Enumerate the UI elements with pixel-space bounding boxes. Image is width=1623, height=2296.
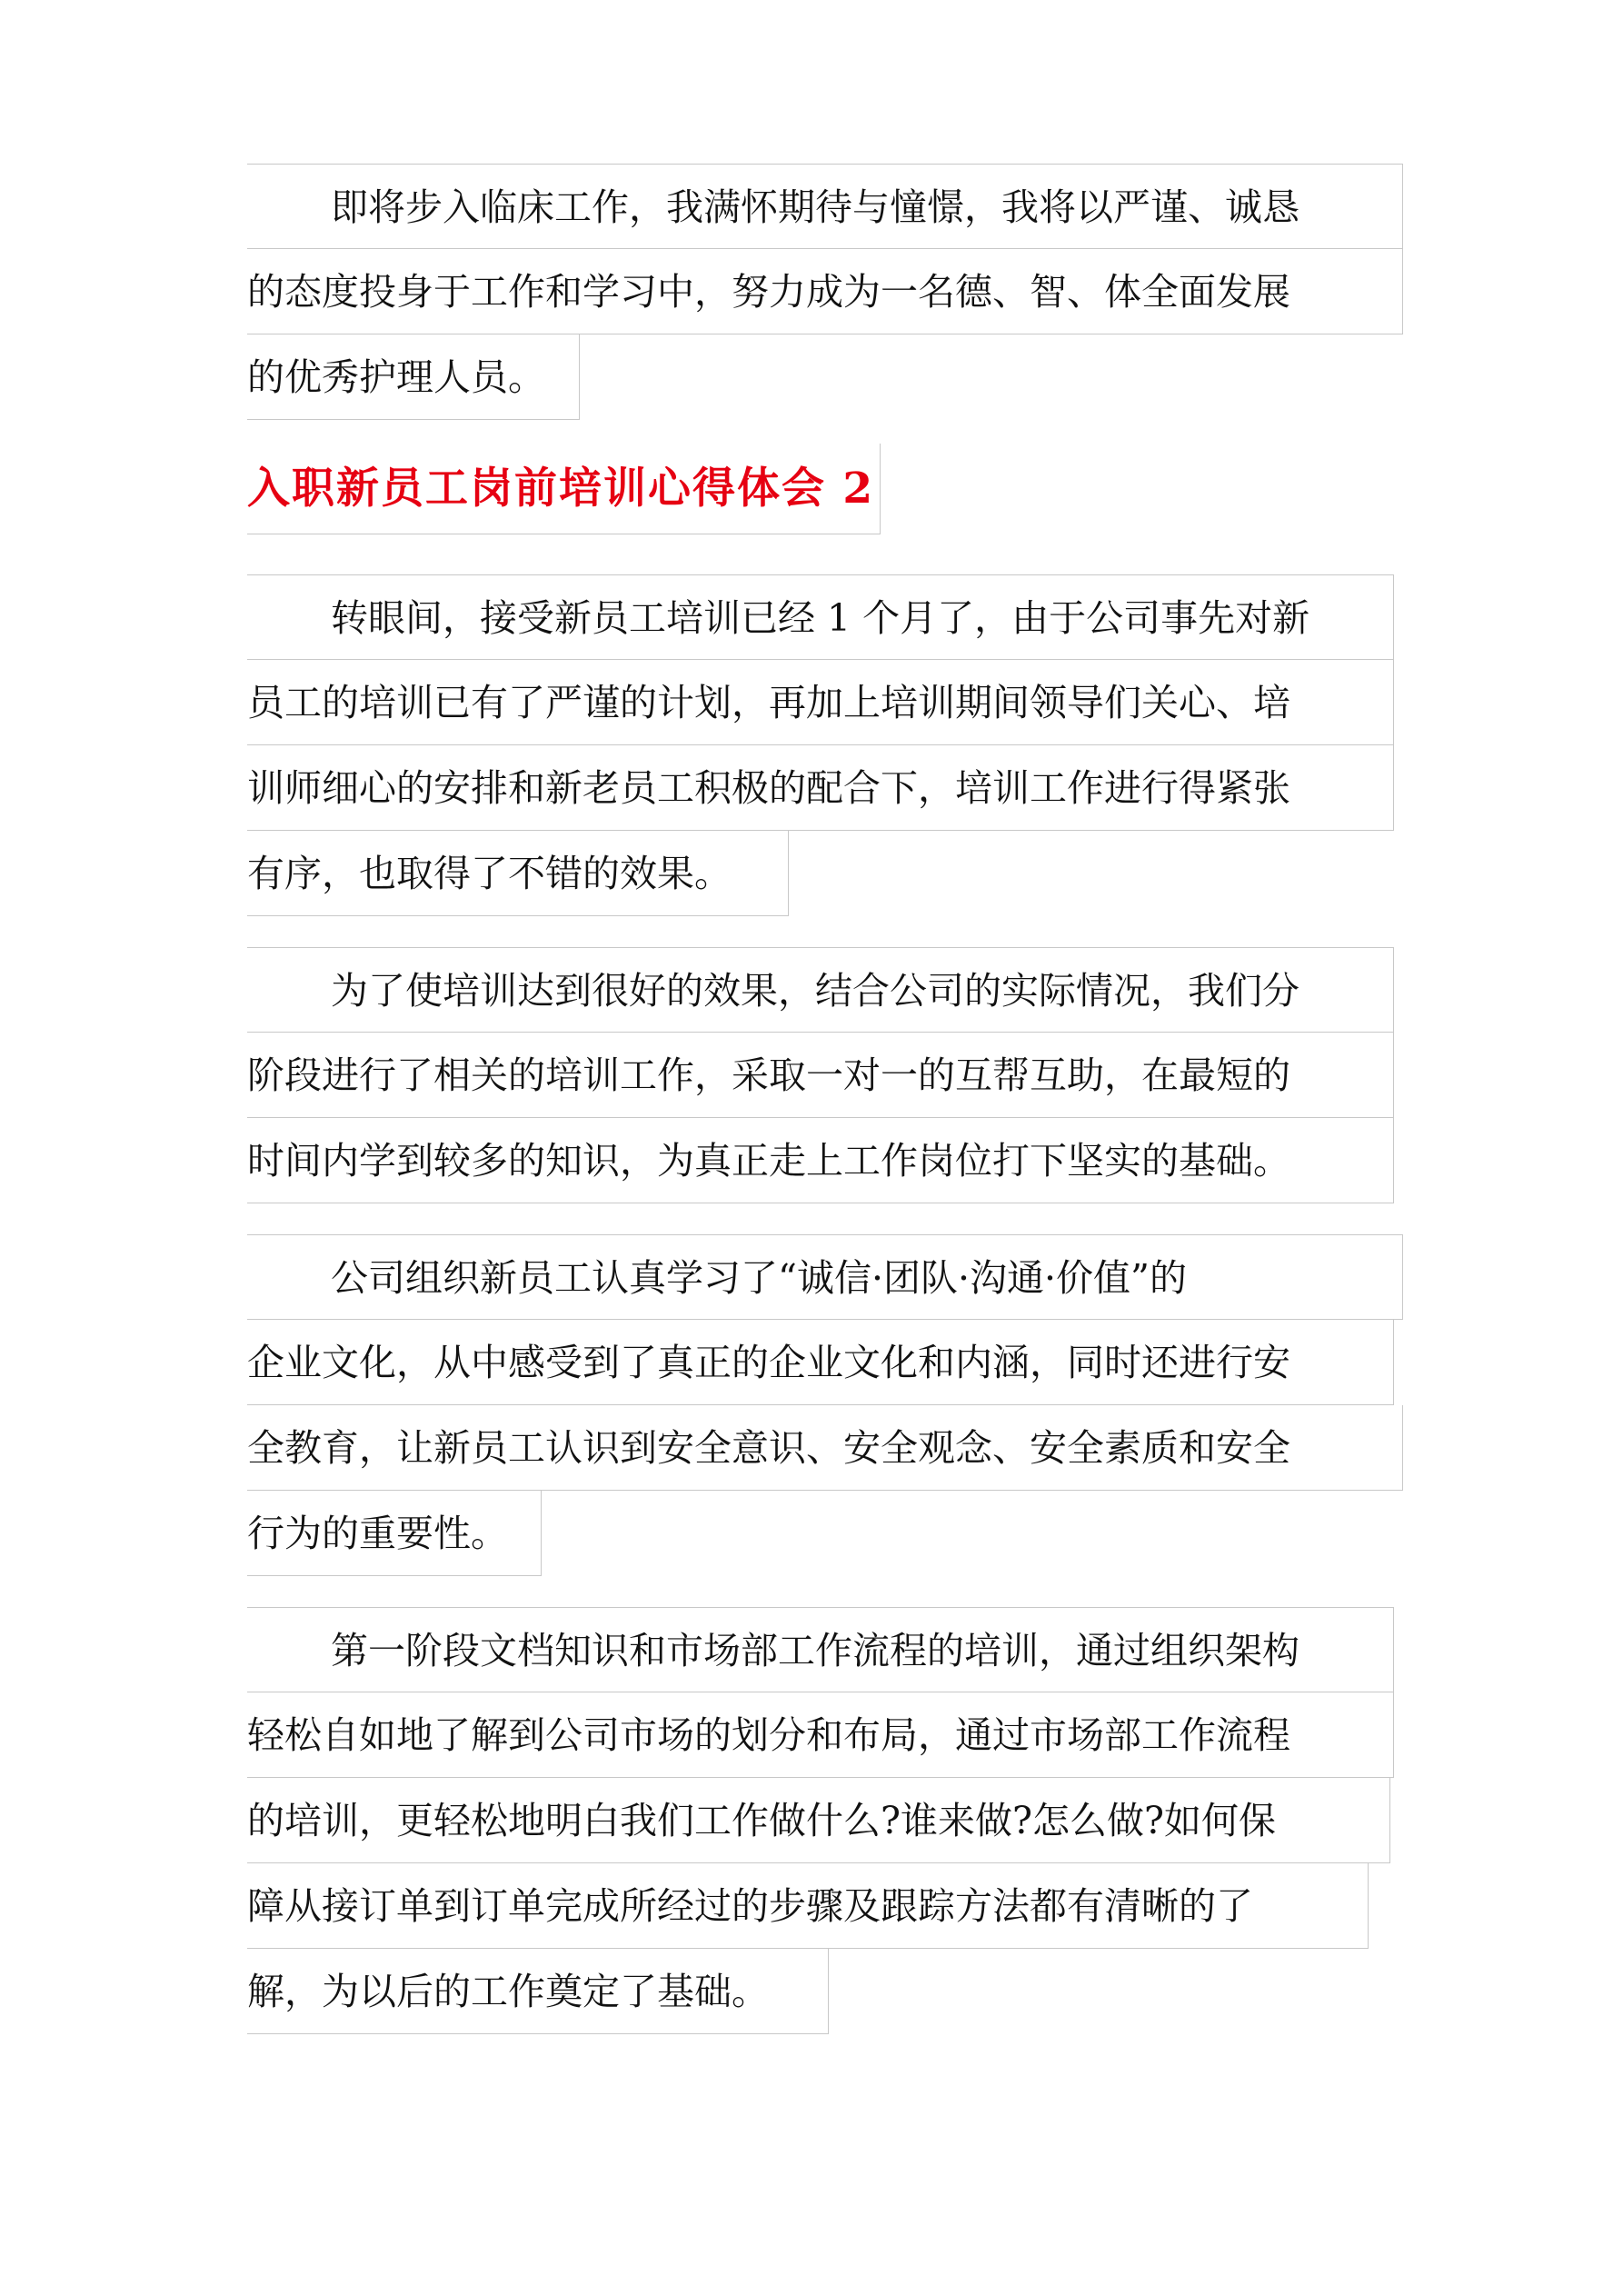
paragraph-line: 员工的培训已有了严谨的计划，再加上培训期间领导们关心、培: [247, 660, 1394, 745]
section-heading: 入职新员工岗前培训心得体会 2: [247, 444, 881, 534]
paragraph-line: 全教育，让新员工认识到安全意识、安全观念、安全素质和安全: [247, 1405, 1403, 1491]
paragraph-line: 阶段进行了相关的培训工作，采取一对一的互帮互助，在最短的: [247, 1033, 1394, 1118]
paragraph-line: 的态度投身于工作和学习中，努力成为一名德、智、体全面发展: [247, 249, 1403, 334]
paragraph-line: 为了使培训达到很好的效果，结合公司的实际情况，我们分: [247, 947, 1394, 1033]
paragraph-line: 轻松自如地了解到公司市场的划分和布局，通过市场部工作流程: [247, 1692, 1394, 1778]
paragraph-line: 时间内学到较多的知识，为真正走上工作岗位打下坚实的基础。: [247, 1118, 1394, 1203]
paragraph-line: 解，为以后的工作奠定了基础。: [247, 1949, 829, 2034]
paragraph-line: 训师细心的安排和新老员工积极的配合下，培训工作进行得紧张: [247, 745, 1394, 831]
paragraph-line: 的培训，更轻松地明白我们工作做什么?谁来做?怎么做?如何保: [247, 1778, 1390, 1863]
paragraph-line: 障从接订单到订单完成所经过的步骤及跟踪方法都有清晰的了: [247, 1863, 1369, 1949]
paragraph-line: 即将步入临床工作，我满怀期待与憧憬，我将以严谨、诚恳: [247, 164, 1403, 249]
paragraph-line: 有序，也取得了不错的效果。: [247, 831, 789, 916]
paragraph-line: 的优秀护理人员。: [247, 334, 580, 420]
paragraph-line: 第一阶段文档知识和市场部工作流程的培训，通过组织架构: [247, 1607, 1394, 1692]
paragraph-line: 行为的重要性。: [247, 1491, 542, 1576]
paragraph-line: 公司组织新员工认真学习了“诚信·团队·沟通·价值”的: [247, 1234, 1403, 1320]
paragraph-line: 转眼间，接受新员工培训已经 1 个月了，由于公司事先对新: [247, 574, 1394, 660]
paragraph-line: 企业文化，从中感受到了真正的企业文化和内涵，同时还进行安: [247, 1320, 1394, 1405]
